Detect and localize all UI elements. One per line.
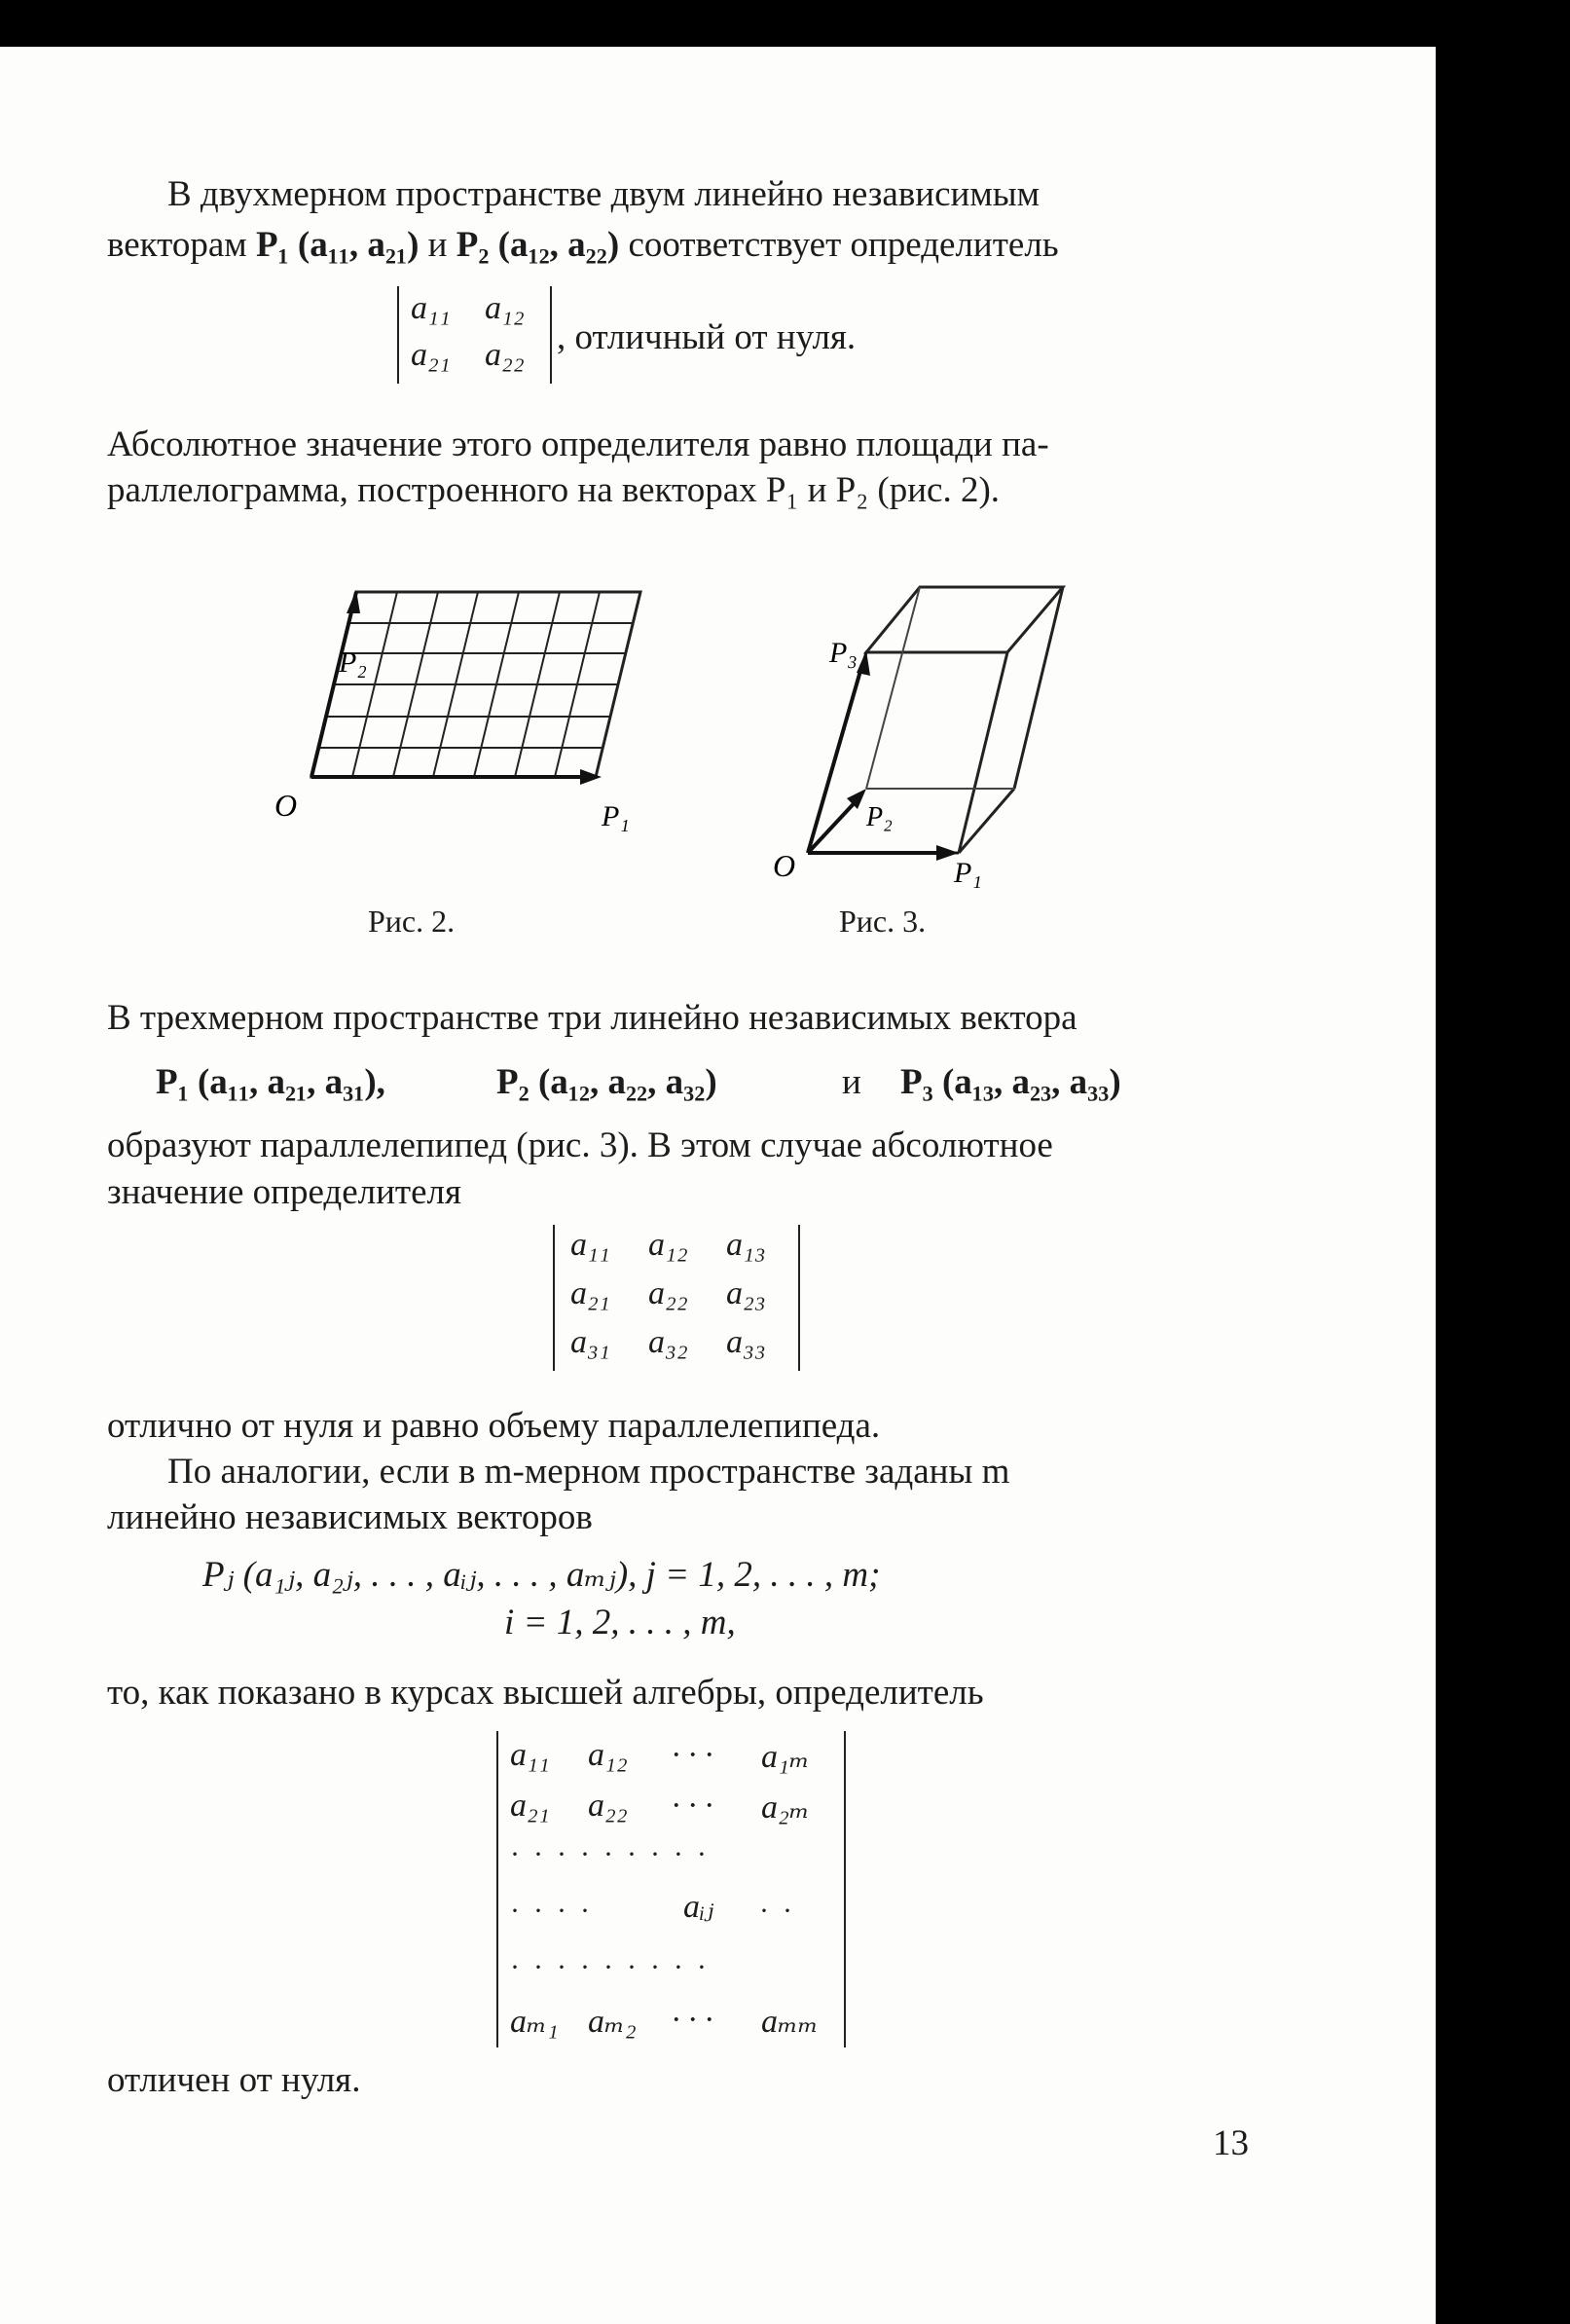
vector-p3-3d: P₃ (a₁₃, a₂₃, a₃₃) xyxy=(900,1062,1121,1102)
closing-line: отличен от нуля. xyxy=(107,2060,361,2100)
detm-cell: aₘ₂ xyxy=(588,2004,637,2040)
detm-cell: aₘₘ xyxy=(761,2004,819,2040)
det3-cell: a₃₁ xyxy=(570,1324,610,1360)
para4-line4: то, как показано в курсах высшей алгебры, определитель xyxy=(107,1673,984,1713)
detm-cell: a₁₂ xyxy=(588,1737,628,1773)
para2-line2: раллелограмма, построенного на векторах P₁ и P₂ (рис. 2). xyxy=(107,470,1001,510)
page-number: 13 xyxy=(1213,2123,1249,2163)
determinant-2x2 xyxy=(397,286,552,384)
det2-cell: a₁₁ xyxy=(411,290,451,326)
det3-cell: a₁₃ xyxy=(726,1227,766,1263)
figure-2-caption: Рис. 2. xyxy=(368,904,456,939)
detm-cell: a₂₁ xyxy=(510,1788,550,1824)
detm-dots-row: ········· xyxy=(510,1951,720,1983)
det3-cell: a₂₂ xyxy=(648,1275,688,1311)
para1-line2-start: векторам xyxy=(107,225,247,265)
det3-cell: a₁₂ xyxy=(648,1227,688,1263)
formula-index-range: i = 1, 2, . . . , m, xyxy=(504,1603,736,1642)
det3-cell: a₁₁ xyxy=(570,1227,610,1263)
det3-cell: a₂₃ xyxy=(726,1275,766,1311)
figure-3-caption: Рис. 3. xyxy=(839,904,927,939)
para3-line1: В трехмерном пространстве три линейно независимых вектора xyxy=(107,998,1077,1038)
det3-cell: a₃₃ xyxy=(726,1324,766,1360)
label-p3: P₃ xyxy=(829,637,858,669)
vector-p1: P₁ (a₁₁, a₂₁) xyxy=(255,225,420,265)
detm-ellipsis: · · · xyxy=(672,1788,713,1824)
determinant-mxm xyxy=(496,1731,846,2047)
det2-cell: a₂₁ xyxy=(411,337,451,373)
det2-cell: a₁₂ xyxy=(485,290,525,326)
detm-cell: a₂ₘ xyxy=(761,1789,810,1826)
detm-dots-row: ·· xyxy=(759,1895,806,1927)
label-p1: P₁ xyxy=(954,857,982,889)
arrowhead-icon xyxy=(857,650,870,676)
para1-line1: В двухмерном пространстве двум линейно независимым xyxy=(167,174,1041,214)
para3-line4: значение определителя xyxy=(107,1172,461,1212)
detm-ellipsis: · · · xyxy=(672,1737,713,1773)
figure-2-parallelogram xyxy=(263,592,630,904)
detm-cell: aₘ₁ xyxy=(510,2004,559,2040)
vector-p2: P₂ (a₁₂, a₂₂) xyxy=(456,225,620,265)
det3-cell: a₃₂ xyxy=(648,1324,688,1360)
conjunction: и xyxy=(427,225,448,265)
det2-comment: , отличный от нуля. xyxy=(557,317,857,357)
para2-line1: Абсолютное значение этого определителя равно площади па- xyxy=(107,424,1049,464)
detm-cell-aij: aᵢⱼ xyxy=(683,1889,714,1925)
determinant-3x3 xyxy=(553,1225,800,1371)
det3-cell: a₂₁ xyxy=(570,1275,610,1311)
para3-line3: образуют параллелепипед (рис. 3). В этом случае абсолютное xyxy=(107,1125,1053,1165)
detm-dots-row: ········· xyxy=(510,1838,720,1870)
book-page xyxy=(0,47,1436,2324)
detm-ellipsis: · · · xyxy=(672,2002,713,2038)
label-p2: P₂ xyxy=(339,646,367,679)
vector-p2-3d: P₂ (a₁₂, a₂₂, a₃₂) xyxy=(496,1062,717,1102)
para4-line1: отлично от нуля и равно объему параллелепипеда. xyxy=(107,1406,881,1446)
para4-line2: По аналогии, если в m-мерном пространстве заданы m xyxy=(167,1452,1010,1492)
parallelepiped-hidden-edges xyxy=(866,587,1014,789)
formula-vectors: Pⱼ (a₁ⱼ, a₂ⱼ, . . . , aᵢⱼ, . . . , aₘⱼ), j = 1, 2, . . . , m; xyxy=(202,1555,881,1595)
para1-line2 xyxy=(107,222,1059,269)
detm-dots-row: ···· xyxy=(510,1895,603,1927)
label-p2: P₂ xyxy=(866,802,893,832)
conjunction: и xyxy=(842,1062,861,1102)
vector-p1-3d: P₁ (a₁₁, a₂₁, a₃₁), xyxy=(156,1062,385,1102)
label-p1: P₁ xyxy=(602,800,630,832)
arrowhead-icon xyxy=(347,590,360,613)
detm-cell: a₁₁ xyxy=(510,1737,550,1773)
figure-3-parallelepiped xyxy=(759,534,1129,904)
detm-cell: a₂₂ xyxy=(588,1788,628,1824)
label-origin: O xyxy=(773,848,796,883)
label-origin: O xyxy=(274,788,298,823)
det2-cell: a₂₂ xyxy=(485,337,525,373)
parallelogram-grid xyxy=(311,592,640,777)
para4-line3: линейно независимых векторов xyxy=(107,1497,593,1537)
para1-line2-end: соответствует определитель xyxy=(628,225,1059,265)
detm-cell: a₁ₘ xyxy=(761,1739,810,1775)
